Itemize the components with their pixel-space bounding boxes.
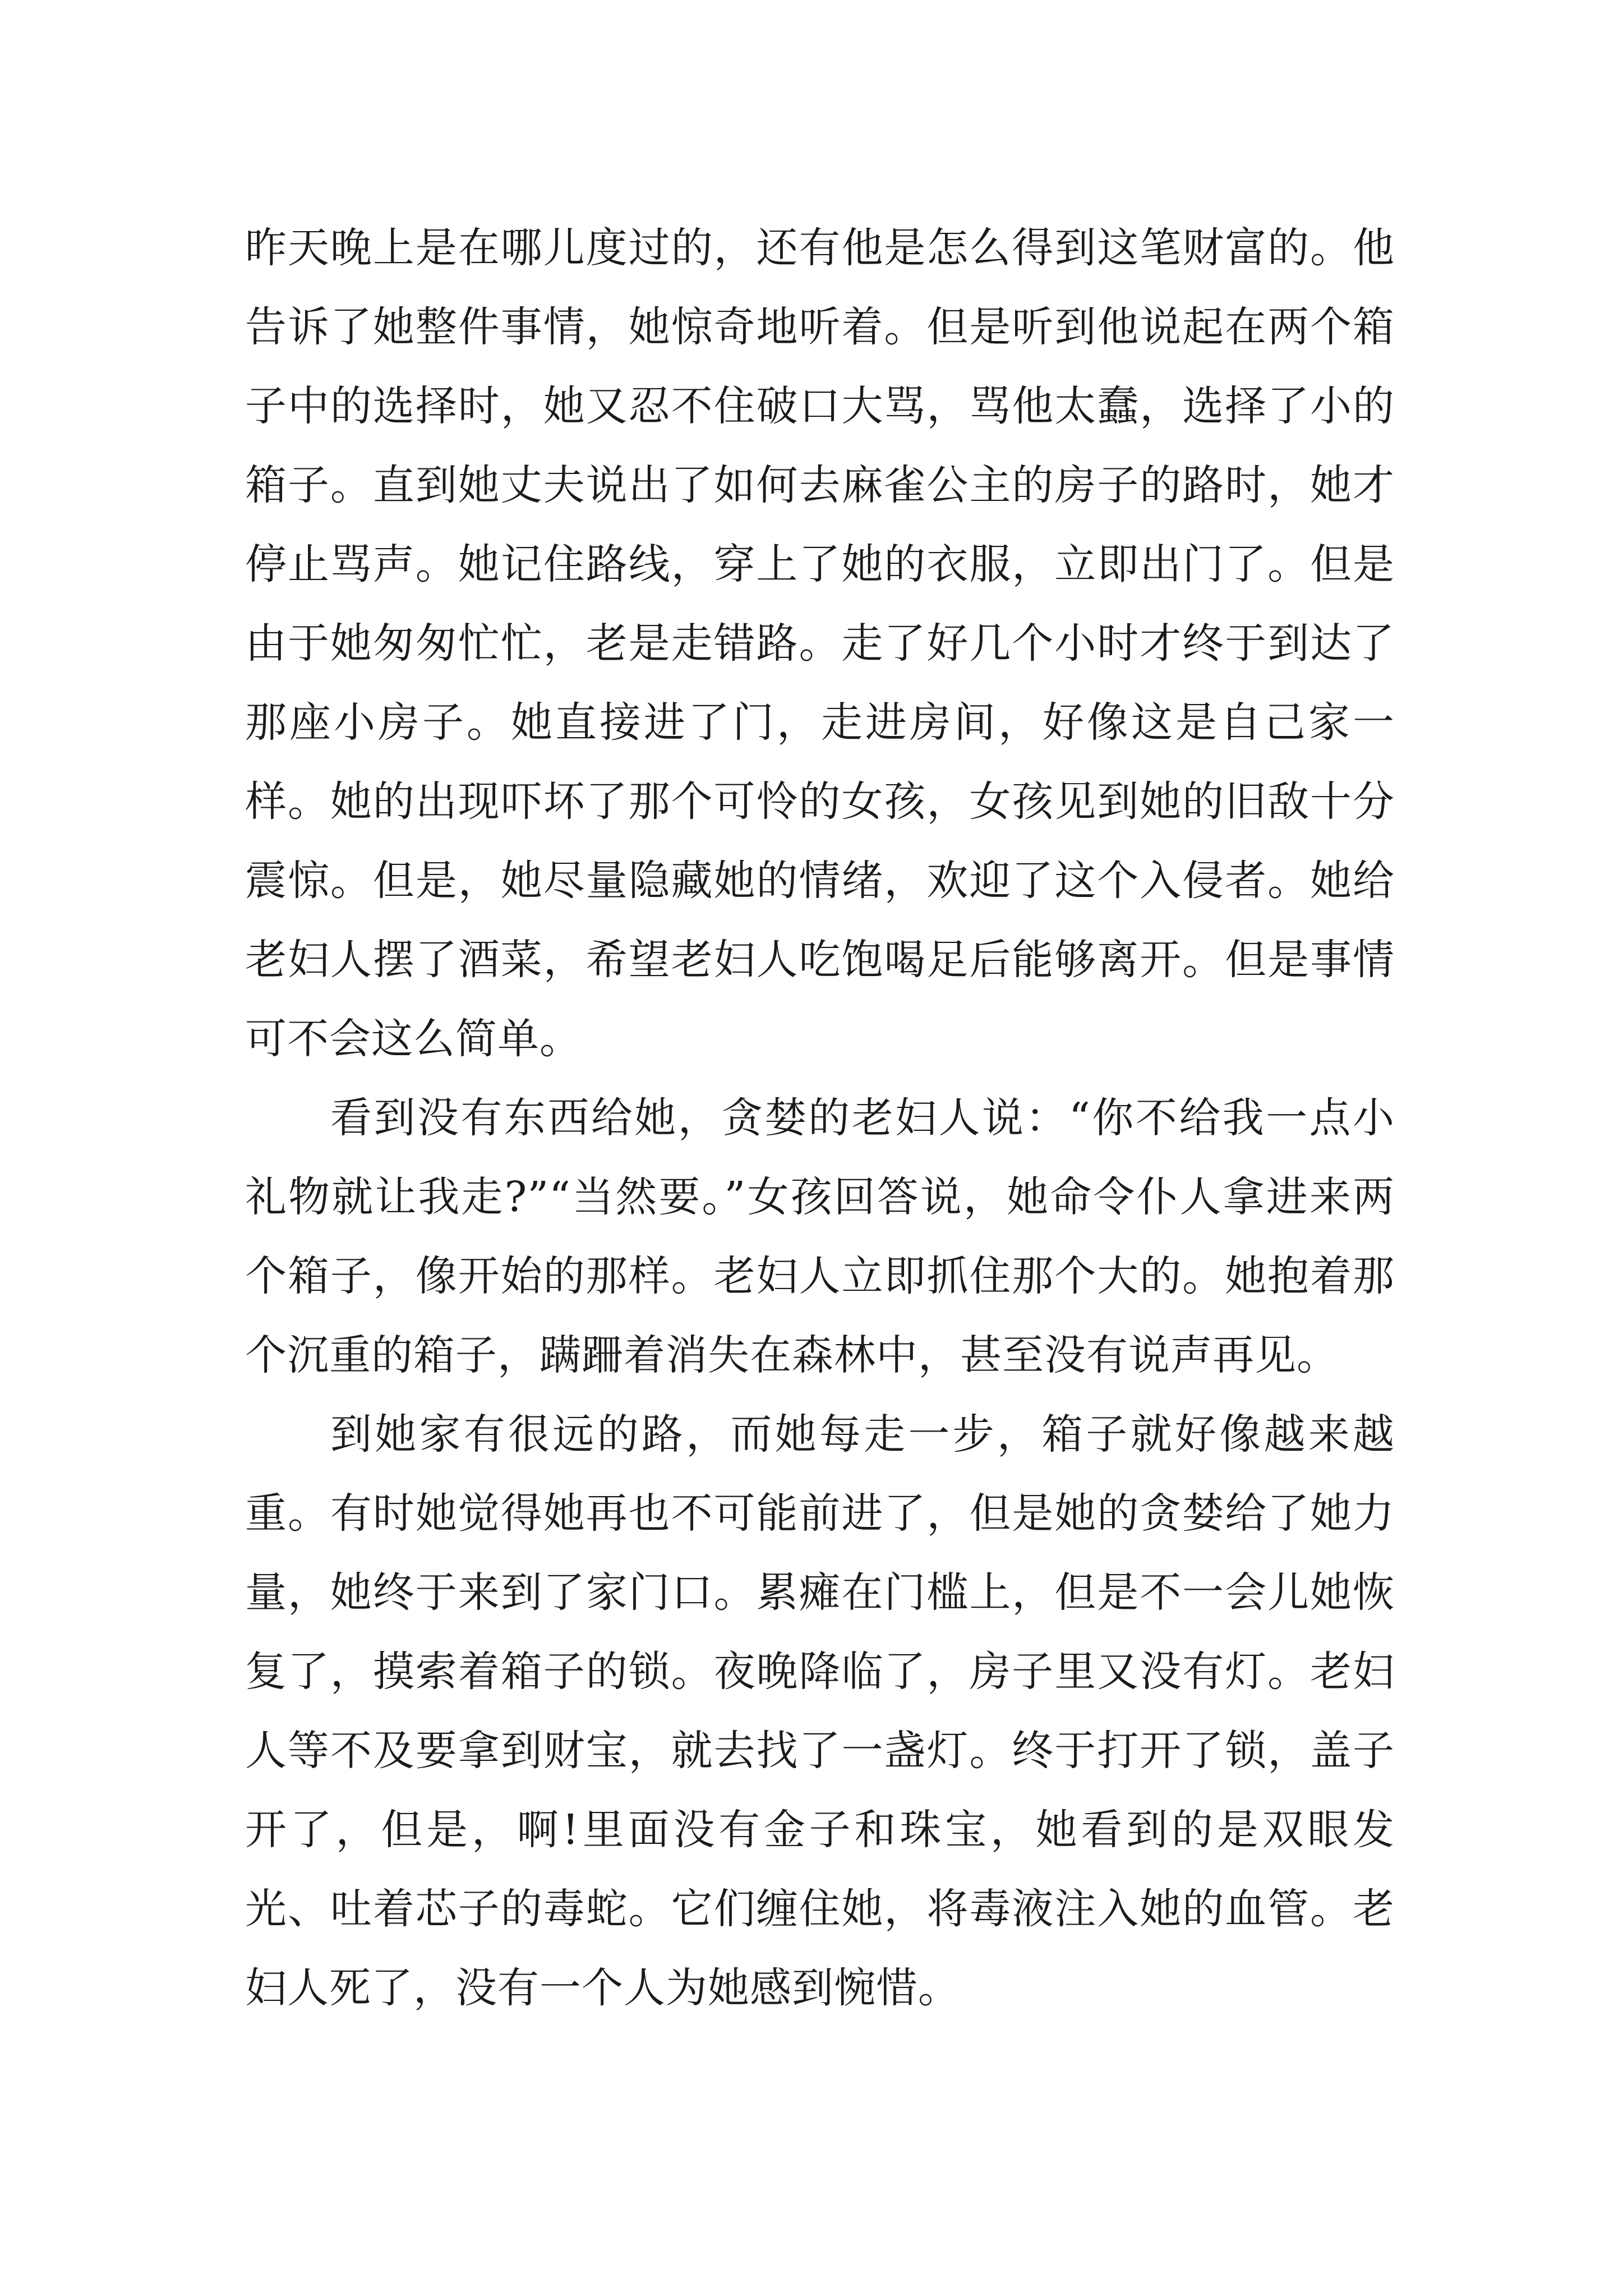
paragraph-1: 昨天晚上是在哪儿度过的，还有他是怎么得到这笔财富的。他告诉了她整件事情，她惊奇地听着。但是听到他说起在两个箱子中的选择时，她又忍不住破口大骂，骂他太蠢，选择了小的箱子。直到她丈夫说出了如何去麻雀公主的房子的路时，她才停止骂声。她记住路线，穿上了她的衣服，立即出门了。但是由于她匆匆忙忙，老是走错路。走了好几个小时才终于到达了那座小房子。她直接进了门，走进房间，好像这是自己家一样。她的出现吓坏了那个可怜的女孩，女孩见到她的旧敌十分震惊。但是，她尽量隐藏她的情绪，欢迎了这个入侵者。她给老妇人摆了酒菜，希望老妇人吃饱喝足后能够离开。但是事情可不会这么简单。 <box>245 224 1395 1063</box>
paragraph-3: 到她家有很远的路，而她每走一步，箱子就好像越来越重。有时她觉得她再也不可能前进了，但是她的贪婪给了她力量，她终于来到了家门口。累瘫在门槛上，但是不一会儿她恢复了，摸索着箱子的锁。夜晚降临了，房子里又没有灯。老妇人等不及要拿到财宝，就去找了一盏灯。终于打开了锁，盖子开了，但是，啊!里面没有金子和珠宝，她看到的是双眼发光、吐着芯子的毒蛇。它们缠住她，将毒液注入她的血管。老妇人死了，没有一个人为她感到惋惜。 <box>245 1410 1395 2012</box>
paragraph-2: 看到没有东西给她，贪婪的老妇人说：“你不给我一点小礼物就让我走?”“当然要。”女孩回答说，她命令仆人拿进来两个箱子，像开始的那样。老妇人立即抓住那个大的。她抱着那个沉重的箱子，蹒跚着消失在森林中，甚至没有说声再见。 <box>245 1094 1395 1379</box>
body-text <box>245 209 1395 2028</box>
